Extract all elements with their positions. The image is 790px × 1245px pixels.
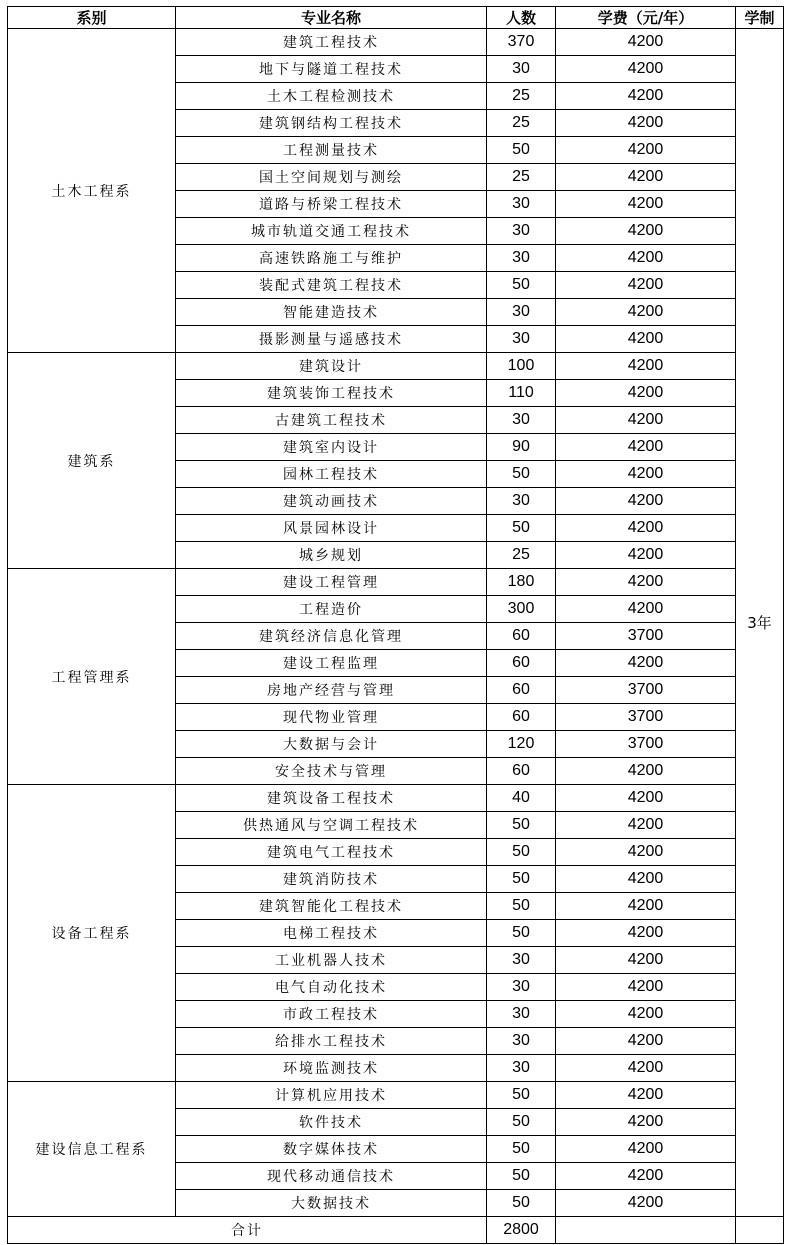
tuition-fee: 4200 [556, 1163, 736, 1190]
enrollment-table [7, 6, 784, 1244]
major-name: 建筑电气工程技术 [176, 839, 487, 866]
major-name: 房地产经营与管理 [176, 677, 487, 704]
tuition-fee: 4200 [556, 1136, 736, 1163]
tuition-fee: 4200 [556, 56, 736, 83]
enrollment-count: 60 [487, 758, 556, 785]
tuition-fee: 4200 [556, 245, 736, 272]
total-fee-empty [556, 1217, 736, 1244]
tuition-fee: 3700 [556, 677, 736, 704]
major-name: 电梯工程技术 [176, 920, 487, 947]
header-dept: 系别 [8, 7, 176, 29]
enrollment-count: 30 [487, 1055, 556, 1082]
enrollment-count: 50 [487, 1190, 556, 1217]
tuition-fee: 4200 [556, 515, 736, 542]
enrollment-count: 30 [487, 1001, 556, 1028]
major-name: 建筑钢结构工程技术 [176, 110, 487, 137]
tuition-fee: 3700 [556, 731, 736, 758]
enrollment-count: 40 [487, 785, 556, 812]
enrollment-count: 90 [487, 434, 556, 461]
major-name: 电气自动化技术 [176, 974, 487, 1001]
enrollment-count: 50 [487, 866, 556, 893]
table-row [8, 29, 784, 56]
major-name: 建筑设计 [176, 353, 487, 380]
department-name: 土木工程系 [8, 29, 176, 353]
table-row [8, 1082, 784, 1109]
major-name: 现代移动通信技术 [176, 1163, 487, 1190]
tuition-fee: 4200 [556, 758, 736, 785]
major-name: 建筑经济信息化管理 [176, 623, 487, 650]
enrollment-count: 180 [487, 569, 556, 596]
major-name: 现代物业管理 [176, 704, 487, 731]
enrollment-count: 30 [487, 191, 556, 218]
tuition-fee: 4200 [556, 812, 736, 839]
major-name: 建筑工程技术 [176, 29, 487, 56]
major-name: 城市轨道交通工程技术 [176, 218, 487, 245]
major-name: 古建筑工程技术 [176, 407, 487, 434]
department-name: 设备工程系 [8, 785, 176, 1082]
tuition-fee: 4200 [556, 785, 736, 812]
major-name: 工业机器人技术 [176, 947, 487, 974]
major-name: 建筑室内设计 [176, 434, 487, 461]
major-name: 园林工程技术 [176, 461, 487, 488]
total-row [8, 1217, 784, 1244]
header-duration: 学制 [736, 7, 784, 29]
major-name: 建筑消防技术 [176, 866, 487, 893]
enrollment-count: 50 [487, 1082, 556, 1109]
enrollment-count: 25 [487, 110, 556, 137]
tuition-fee: 4200 [556, 488, 736, 515]
enrollment-count: 50 [487, 1163, 556, 1190]
enrollment-count: 30 [487, 974, 556, 1001]
tuition-fee: 4200 [556, 596, 736, 623]
tuition-fee: 4200 [556, 137, 736, 164]
enrollment-count: 50 [487, 812, 556, 839]
tuition-fee: 4200 [556, 1001, 736, 1028]
tuition-fee: 4200 [556, 1028, 736, 1055]
tuition-fee: 4200 [556, 569, 736, 596]
enrollment-count: 30 [487, 407, 556, 434]
major-name: 建筑动画技术 [176, 488, 487, 515]
total-label: 合计 [8, 1217, 487, 1244]
enrollment-count: 50 [487, 272, 556, 299]
major-name: 供热通风与空调工程技术 [176, 812, 487, 839]
tuition-fee: 4200 [556, 1190, 736, 1217]
tuition-fee: 4200 [556, 218, 736, 245]
table-row [8, 785, 784, 812]
enrollment-count: 30 [487, 245, 556, 272]
program-duration: 3年 [736, 29, 784, 1217]
department-name: 建筑系 [8, 353, 176, 569]
major-name: 数字媒体技术 [176, 1136, 487, 1163]
total-count: 2800 [487, 1217, 556, 1244]
major-name: 地下与隧道工程技术 [176, 56, 487, 83]
enrollment-count: 30 [487, 299, 556, 326]
enrollment-count: 30 [487, 218, 556, 245]
major-name: 建筑设备工程技术 [176, 785, 487, 812]
enrollment-count: 60 [487, 650, 556, 677]
table-body [8, 29, 784, 1244]
enrollment-count: 60 [487, 623, 556, 650]
enrollment-count: 30 [487, 947, 556, 974]
tuition-fee: 4200 [556, 1082, 736, 1109]
enrollment-count: 30 [487, 326, 556, 353]
tuition-fee: 4200 [556, 407, 736, 434]
enrollment-count: 25 [487, 542, 556, 569]
total-duration-empty [736, 1217, 784, 1244]
tuition-fee: 4200 [556, 461, 736, 488]
tuition-fee: 4200 [556, 110, 736, 137]
major-name: 摄影测量与遥感技术 [176, 326, 487, 353]
enrollment-count: 60 [487, 704, 556, 731]
department-name: 工程管理系 [8, 569, 176, 785]
table-row [8, 353, 784, 380]
tuition-fee: 4200 [556, 839, 736, 866]
major-name: 道路与桥梁工程技术 [176, 191, 487, 218]
tuition-fee: 4200 [556, 920, 736, 947]
tuition-fee: 4200 [556, 650, 736, 677]
major-name: 建筑装饰工程技术 [176, 380, 487, 407]
enrollment-count: 50 [487, 137, 556, 164]
major-name: 安全技术与管理 [176, 758, 487, 785]
major-name: 给排水工程技术 [176, 1028, 487, 1055]
enrollment-count: 50 [487, 461, 556, 488]
major-name: 高速铁路施工与维护 [176, 245, 487, 272]
enrollment-count: 50 [487, 515, 556, 542]
major-name: 土木工程检测技术 [176, 83, 487, 110]
major-name: 智能建造技术 [176, 299, 487, 326]
header-count: 人数 [487, 7, 556, 29]
major-name: 市政工程技术 [176, 1001, 487, 1028]
tuition-fee: 4200 [556, 272, 736, 299]
tuition-fee: 3700 [556, 704, 736, 731]
major-name: 软件技术 [176, 1109, 487, 1136]
enrollment-count: 50 [487, 1109, 556, 1136]
enrollment-count: 110 [487, 380, 556, 407]
major-name: 风景园林设计 [176, 515, 487, 542]
tuition-fee: 4200 [556, 299, 736, 326]
tuition-fee: 4200 [556, 353, 736, 380]
tuition-fee: 4200 [556, 1055, 736, 1082]
major-name: 大数据技术 [176, 1190, 487, 1217]
tuition-fee: 4200 [556, 326, 736, 353]
tuition-fee: 4200 [556, 542, 736, 569]
tuition-fee: 4200 [556, 83, 736, 110]
enrollment-count: 30 [487, 488, 556, 515]
enrollment-count: 100 [487, 353, 556, 380]
tuition-fee: 4200 [556, 947, 736, 974]
enrollment-count: 370 [487, 29, 556, 56]
enrollment-count: 50 [487, 920, 556, 947]
tuition-fee: 4200 [556, 164, 736, 191]
major-name: 装配式建筑工程技术 [176, 272, 487, 299]
major-name: 工程测量技术 [176, 137, 487, 164]
tuition-fee: 3700 [556, 623, 736, 650]
major-name: 城乡规划 [176, 542, 487, 569]
major-name: 大数据与会计 [176, 731, 487, 758]
tuition-fee: 4200 [556, 893, 736, 920]
major-name: 环境监测技术 [176, 1055, 487, 1082]
tuition-fee: 4200 [556, 191, 736, 218]
tuition-fee: 4200 [556, 29, 736, 56]
major-name: 工程造价 [176, 596, 487, 623]
header-fee: 学费（元/年） [556, 7, 736, 29]
enrollment-count: 50 [487, 1136, 556, 1163]
tuition-fee: 4200 [556, 1109, 736, 1136]
tuition-fee: 4200 [556, 434, 736, 461]
enrollment-count: 25 [487, 164, 556, 191]
enrollment-count: 25 [487, 83, 556, 110]
tuition-fee: 4200 [556, 866, 736, 893]
header-major: 专业名称 [176, 7, 487, 29]
major-name: 建设工程管理 [176, 569, 487, 596]
major-name: 建设工程监理 [176, 650, 487, 677]
enrollment-count: 50 [487, 893, 556, 920]
major-name: 建筑智能化工程技术 [176, 893, 487, 920]
table-row [8, 569, 784, 596]
enrollment-count: 30 [487, 1028, 556, 1055]
tuition-fee: 4200 [556, 380, 736, 407]
enrollment-count: 300 [487, 596, 556, 623]
tuition-fee: 4200 [556, 974, 736, 1001]
department-name: 建设信息工程系 [8, 1082, 176, 1217]
header-row [8, 7, 784, 29]
enrollment-count: 120 [487, 731, 556, 758]
enrollment-count: 50 [487, 839, 556, 866]
major-name: 计算机应用技术 [176, 1082, 487, 1109]
enrollment-count: 60 [487, 677, 556, 704]
major-name: 国土空间规划与测绘 [176, 164, 487, 191]
enrollment-count: 30 [487, 56, 556, 83]
